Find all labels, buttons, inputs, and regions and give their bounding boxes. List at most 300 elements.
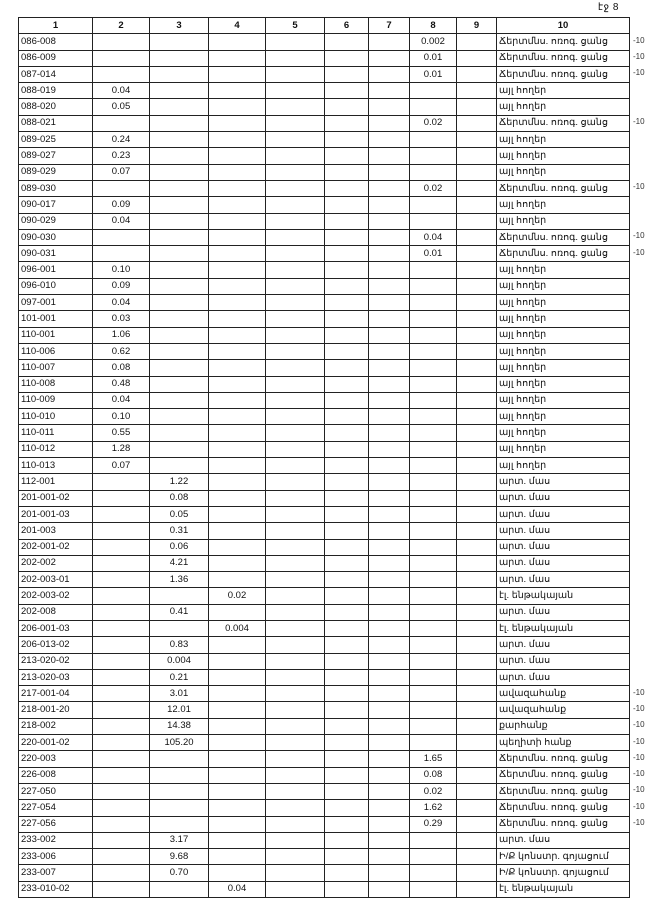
parcel-code-cell: 227-056 bbox=[19, 816, 93, 832]
area-cell-col5 bbox=[266, 816, 325, 832]
area-cell-col2: 0.10 bbox=[93, 409, 150, 425]
area-cell-col8 bbox=[410, 555, 457, 571]
area-cell-col2 bbox=[93, 539, 150, 555]
area-cell-col9 bbox=[457, 767, 497, 783]
margin-mark: -10 bbox=[633, 231, 645, 241]
land-type-cell: այլ հողեր bbox=[497, 311, 630, 327]
area-cell-col6 bbox=[325, 229, 369, 245]
table-row bbox=[19, 197, 630, 213]
land-type-cell: պեղիտի հանք bbox=[497, 735, 630, 751]
area-cell-col4 bbox=[209, 686, 266, 702]
table-row bbox=[19, 229, 630, 245]
parcel-code-cell: 090-030 bbox=[19, 229, 93, 245]
area-cell-col7 bbox=[369, 441, 410, 457]
area-cell-col7 bbox=[369, 735, 410, 751]
area-cell-col8: 0.29 bbox=[410, 816, 457, 832]
area-cell-col4 bbox=[209, 669, 266, 685]
area-cell-col9 bbox=[457, 849, 497, 865]
area-cell-col6 bbox=[325, 588, 369, 604]
area-cell-col3 bbox=[150, 213, 209, 229]
area-cell-col9 bbox=[457, 490, 497, 506]
table-row bbox=[19, 653, 630, 669]
parcel-code-cell: 112-001 bbox=[19, 474, 93, 490]
area-cell-col2 bbox=[93, 620, 150, 636]
area-cell-col8: 0.01 bbox=[410, 246, 457, 262]
area-cell-col2 bbox=[93, 653, 150, 669]
area-cell-col7 bbox=[369, 832, 410, 848]
area-cell-col8 bbox=[410, 474, 457, 490]
area-cell-col3 bbox=[150, 197, 209, 213]
land-type-cell: այլ հողեր bbox=[497, 458, 630, 474]
area-cell-col6 bbox=[325, 115, 369, 131]
area-cell-col3 bbox=[150, 66, 209, 82]
area-cell-col7 bbox=[369, 262, 410, 278]
parcel-code-cell: 090-031 bbox=[19, 246, 93, 262]
area-cell-col5 bbox=[266, 458, 325, 474]
area-cell-col3 bbox=[150, 343, 209, 359]
area-cell-col9 bbox=[457, 718, 497, 734]
area-cell-col8 bbox=[410, 262, 457, 278]
area-cell-col4 bbox=[209, 246, 266, 262]
area-cell-col6 bbox=[325, 376, 369, 392]
area-cell-col9 bbox=[457, 702, 497, 718]
area-cell-col3 bbox=[150, 229, 209, 245]
area-cell-col8 bbox=[410, 572, 457, 588]
parcel-code-cell: 101-001 bbox=[19, 311, 93, 327]
land-type-cell: արտ. մաս bbox=[497, 506, 630, 522]
column-header-5: 5 bbox=[266, 18, 325, 34]
area-cell-col4 bbox=[209, 327, 266, 343]
parcel-code-cell: 090-017 bbox=[19, 197, 93, 213]
area-cell-col7 bbox=[369, 783, 410, 799]
area-cell-col6 bbox=[325, 751, 369, 767]
area-cell-col3 bbox=[150, 132, 209, 148]
table-row bbox=[19, 246, 630, 262]
area-cell-col5 bbox=[266, 686, 325, 702]
area-cell-col5 bbox=[266, 637, 325, 653]
area-cell-col3: 1.22 bbox=[150, 474, 209, 490]
area-cell-col4 bbox=[209, 164, 266, 180]
area-cell-col4 bbox=[209, 832, 266, 848]
area-cell-col8 bbox=[410, 392, 457, 408]
area-cell-col2 bbox=[93, 246, 150, 262]
area-cell-col5 bbox=[266, 604, 325, 620]
area-cell-col7 bbox=[369, 572, 410, 588]
area-cell-col8 bbox=[410, 409, 457, 425]
area-cell-col4 bbox=[209, 311, 266, 327]
area-cell-col7 bbox=[369, 246, 410, 262]
area-cell-col9 bbox=[457, 278, 497, 294]
parcel-code-cell: 202-002 bbox=[19, 555, 93, 571]
area-cell-col6 bbox=[325, 99, 369, 115]
area-cell-col2 bbox=[93, 34, 150, 50]
area-cell-col6 bbox=[325, 392, 369, 408]
table-row bbox=[19, 800, 630, 816]
area-cell-col9 bbox=[457, 180, 497, 196]
parcel-code-cell: 096-001 bbox=[19, 262, 93, 278]
area-cell-col8 bbox=[410, 718, 457, 734]
area-cell-col9 bbox=[457, 539, 497, 555]
table-row bbox=[19, 392, 630, 408]
area-cell-col3 bbox=[150, 311, 209, 327]
area-cell-col5 bbox=[266, 295, 325, 311]
page-number-label: էջ 8 bbox=[597, 2, 619, 13]
area-cell-col5 bbox=[266, 783, 325, 799]
parcel-code-cell: 206-013-02 bbox=[19, 637, 93, 653]
area-cell-col7 bbox=[369, 83, 410, 99]
table-row bbox=[19, 490, 630, 506]
area-cell-col3: 3.01 bbox=[150, 686, 209, 702]
area-cell-col8 bbox=[410, 360, 457, 376]
area-cell-col5 bbox=[266, 849, 325, 865]
area-cell-col3: 9.68 bbox=[150, 849, 209, 865]
margin-mark: -10 bbox=[633, 68, 645, 78]
area-cell-col3 bbox=[150, 816, 209, 832]
table-row bbox=[19, 327, 630, 343]
area-cell-col3 bbox=[150, 881, 209, 897]
land-type-cell: այլ հողեր bbox=[497, 409, 630, 425]
column-header-8: 8 bbox=[410, 18, 457, 34]
land-type-cell: այլ հողեր bbox=[497, 360, 630, 376]
area-cell-col4 bbox=[209, 735, 266, 751]
area-cell-col6 bbox=[325, 458, 369, 474]
area-cell-col7 bbox=[369, 686, 410, 702]
area-cell-col4 bbox=[209, 262, 266, 278]
area-cell-col5 bbox=[266, 539, 325, 555]
area-cell-col7 bbox=[369, 229, 410, 245]
area-cell-col9 bbox=[457, 523, 497, 539]
land-type-cell: այլ հողեր bbox=[497, 83, 630, 99]
land-type-cell: ավազահանք bbox=[497, 702, 630, 718]
area-cell-col8 bbox=[410, 295, 457, 311]
area-cell-col8 bbox=[410, 637, 457, 653]
area-cell-col6 bbox=[325, 849, 369, 865]
area-cell-col5 bbox=[266, 506, 325, 522]
parcel-code-cell: 233-010-02 bbox=[19, 881, 93, 897]
area-cell-col7 bbox=[369, 213, 410, 229]
area-cell-col9 bbox=[457, 669, 497, 685]
land-type-cell: Ի/Ք կոնստր. գոյացում bbox=[497, 865, 630, 881]
area-cell-col2: 0.07 bbox=[93, 164, 150, 180]
area-cell-col5 bbox=[266, 751, 325, 767]
area-cell-col4 bbox=[209, 229, 266, 245]
land-type-cell: արտ. մաս bbox=[497, 669, 630, 685]
area-cell-col4 bbox=[209, 718, 266, 734]
area-cell-col5 bbox=[266, 83, 325, 99]
area-cell-col7 bbox=[369, 555, 410, 571]
area-cell-col4 bbox=[209, 653, 266, 669]
table-row bbox=[19, 99, 630, 115]
area-cell-col8: 0.04 bbox=[410, 229, 457, 245]
area-cell-col4 bbox=[209, 767, 266, 783]
column-header-3: 3 bbox=[150, 18, 209, 34]
area-cell-col8: 0.02 bbox=[410, 180, 457, 196]
area-cell-col2: 0.55 bbox=[93, 425, 150, 441]
area-cell-col9 bbox=[457, 83, 497, 99]
area-cell-col9 bbox=[457, 409, 497, 425]
land-type-cell: արտ. մաս bbox=[497, 490, 630, 506]
area-cell-col6 bbox=[325, 50, 369, 66]
table-row bbox=[19, 865, 630, 881]
area-cell-col4 bbox=[209, 783, 266, 799]
area-cell-col4 bbox=[209, 506, 266, 522]
area-cell-col7 bbox=[369, 604, 410, 620]
area-cell-col4 bbox=[209, 83, 266, 99]
area-cell-col8: 1.65 bbox=[410, 751, 457, 767]
area-cell-col2 bbox=[93, 849, 150, 865]
area-cell-col3 bbox=[150, 360, 209, 376]
land-type-cell: էլ. ենթակայան bbox=[497, 881, 630, 897]
area-cell-col3 bbox=[150, 800, 209, 816]
land-type-cell: Ճերտմնս. ոռոգ. ցանց bbox=[497, 767, 630, 783]
area-cell-col4 bbox=[209, 180, 266, 196]
area-cell-col4 bbox=[209, 360, 266, 376]
area-cell-col7 bbox=[369, 637, 410, 653]
area-cell-col9 bbox=[457, 686, 497, 702]
area-cell-col4 bbox=[209, 34, 266, 50]
parcel-code-cell: 202-008 bbox=[19, 604, 93, 620]
area-cell-col2 bbox=[93, 180, 150, 196]
parcel-code-cell: 226-008 bbox=[19, 767, 93, 783]
area-cell-col6 bbox=[325, 83, 369, 99]
area-cell-col9 bbox=[457, 572, 497, 588]
area-cell-col4 bbox=[209, 148, 266, 164]
table-row bbox=[19, 832, 630, 848]
area-cell-col5 bbox=[266, 148, 325, 164]
area-cell-col7 bbox=[369, 849, 410, 865]
margin-mark: -10 bbox=[633, 801, 645, 811]
area-cell-col7 bbox=[369, 148, 410, 164]
area-cell-col9 bbox=[457, 115, 497, 131]
area-cell-col3 bbox=[150, 751, 209, 767]
table-row bbox=[19, 539, 630, 555]
land-type-cell: արտ. մաս bbox=[497, 523, 630, 539]
parcel-code-cell: 110-006 bbox=[19, 343, 93, 359]
parcel-code-cell: 086-009 bbox=[19, 50, 93, 66]
area-cell-col4 bbox=[209, 392, 266, 408]
area-cell-col6 bbox=[325, 555, 369, 571]
area-cell-col8 bbox=[410, 588, 457, 604]
land-type-cell: այլ հողեր bbox=[497, 164, 630, 180]
area-cell-col8: 0.002 bbox=[410, 34, 457, 50]
area-cell-col7 bbox=[369, 115, 410, 131]
table-row bbox=[19, 767, 630, 783]
area-cell-col6 bbox=[325, 425, 369, 441]
table-row bbox=[19, 523, 630, 539]
land-type-cell: արտ. մաս bbox=[497, 555, 630, 571]
parcel-code-cell: 220-003 bbox=[19, 751, 93, 767]
area-cell-col3 bbox=[150, 376, 209, 392]
area-cell-col6 bbox=[325, 34, 369, 50]
parcel-code-cell: 088-019 bbox=[19, 83, 93, 99]
area-cell-col2: 0.04 bbox=[93, 213, 150, 229]
table-row bbox=[19, 409, 630, 425]
area-cell-col7 bbox=[369, 376, 410, 392]
area-cell-col6 bbox=[325, 132, 369, 148]
area-cell-col3 bbox=[150, 767, 209, 783]
table-row bbox=[19, 115, 630, 131]
parcel-code-cell: 202-003-01 bbox=[19, 572, 93, 588]
table-row bbox=[19, 751, 630, 767]
area-cell-col7 bbox=[369, 99, 410, 115]
area-cell-col4 bbox=[209, 751, 266, 767]
area-cell-col7 bbox=[369, 490, 410, 506]
area-cell-col8 bbox=[410, 83, 457, 99]
area-cell-col7 bbox=[369, 311, 410, 327]
parcel-code-cell: 201-001-03 bbox=[19, 506, 93, 522]
area-cell-col9 bbox=[457, 360, 497, 376]
area-cell-col2 bbox=[93, 572, 150, 588]
area-cell-col2 bbox=[93, 865, 150, 881]
area-cell-col3: 0.05 bbox=[150, 506, 209, 522]
area-cell-col3 bbox=[150, 164, 209, 180]
column-header-2: 2 bbox=[93, 18, 150, 34]
land-type-cell: արտ. մաս bbox=[497, 832, 630, 848]
area-cell-col8 bbox=[410, 881, 457, 897]
area-cell-col9 bbox=[457, 620, 497, 636]
area-cell-col9 bbox=[457, 832, 497, 848]
land-type-cell: Ճերտմնս. ոռոգ. ցանց bbox=[497, 115, 630, 131]
area-cell-col6 bbox=[325, 783, 369, 799]
area-cell-col8 bbox=[410, 669, 457, 685]
area-cell-col3: 0.31 bbox=[150, 523, 209, 539]
table-row bbox=[19, 686, 630, 702]
table-row bbox=[19, 604, 630, 620]
area-cell-col2: 0.04 bbox=[93, 295, 150, 311]
area-cell-col2: 0.07 bbox=[93, 458, 150, 474]
parcel-code-cell: 087-014 bbox=[19, 66, 93, 82]
parcel-code-cell: 201-001-02 bbox=[19, 490, 93, 506]
land-type-cell: այլ հողեր bbox=[497, 441, 630, 457]
land-type-cell: Ճերտմնս. ոռոգ. ցանց bbox=[497, 246, 630, 262]
margin-mark: -10 bbox=[633, 736, 645, 746]
area-cell-col9 bbox=[457, 637, 497, 653]
land-type-cell: էլ. ենթակայան bbox=[497, 620, 630, 636]
area-cell-col6 bbox=[325, 66, 369, 82]
area-cell-col6 bbox=[325, 523, 369, 539]
margin-mark: -10 bbox=[633, 52, 645, 62]
area-cell-col8 bbox=[410, 99, 457, 115]
parcel-code-cell: 110-011 bbox=[19, 425, 93, 441]
margin-mark: -10 bbox=[633, 182, 645, 192]
area-cell-col4 bbox=[209, 295, 266, 311]
area-cell-col7 bbox=[369, 180, 410, 196]
area-cell-col6 bbox=[325, 604, 369, 620]
area-cell-col5 bbox=[266, 735, 325, 751]
area-cell-col3 bbox=[150, 425, 209, 441]
table-row bbox=[19, 881, 630, 897]
area-cell-col8 bbox=[410, 490, 457, 506]
area-cell-col8 bbox=[410, 164, 457, 180]
area-cell-col2: 1.28 bbox=[93, 441, 150, 457]
area-cell-col7 bbox=[369, 620, 410, 636]
area-cell-col8: 0.01 bbox=[410, 50, 457, 66]
area-cell-col6 bbox=[325, 865, 369, 881]
land-type-cell: արտ. մաս bbox=[497, 653, 630, 669]
land-type-cell: Ճերտմնս. ոռոգ. ցանց bbox=[497, 783, 630, 799]
table-row bbox=[19, 669, 630, 685]
table-row bbox=[19, 572, 630, 588]
area-cell-col6 bbox=[325, 197, 369, 213]
area-cell-col6 bbox=[325, 881, 369, 897]
area-cell-col5 bbox=[266, 50, 325, 66]
area-cell-col9 bbox=[457, 506, 497, 522]
area-cell-col9 bbox=[457, 458, 497, 474]
area-cell-col6 bbox=[325, 686, 369, 702]
area-cell-col4 bbox=[209, 197, 266, 213]
area-cell-col8: 1.62 bbox=[410, 800, 457, 816]
table-row bbox=[19, 849, 630, 865]
area-cell-col8 bbox=[410, 441, 457, 457]
area-cell-col2 bbox=[93, 506, 150, 522]
area-cell-col7 bbox=[369, 751, 410, 767]
area-cell-col9 bbox=[457, 50, 497, 66]
land-type-cell: Ճերտմնս. ոռոգ. ցանց bbox=[497, 180, 630, 196]
area-cell-col2: 1.06 bbox=[93, 327, 150, 343]
area-cell-col7 bbox=[369, 539, 410, 555]
land-type-cell: այլ հողեր bbox=[497, 99, 630, 115]
table-row bbox=[19, 474, 630, 490]
margin-mark: -10 bbox=[633, 247, 645, 257]
margin-mark: -10 bbox=[633, 117, 645, 127]
area-cell-col2: 0.08 bbox=[93, 360, 150, 376]
column-header-1: 1 bbox=[19, 18, 93, 34]
land-type-cell: այլ հողեր bbox=[497, 262, 630, 278]
area-cell-col4 bbox=[209, 409, 266, 425]
area-cell-col8: 0.01 bbox=[410, 66, 457, 82]
land-type-cell: Ճերտմնս. ոռոգ. ցանց bbox=[497, 34, 630, 50]
area-cell-col9 bbox=[457, 262, 497, 278]
parcel-code-cell: 110-009 bbox=[19, 392, 93, 408]
land-type-cell: այլ հողեր bbox=[497, 343, 630, 359]
area-cell-col9 bbox=[457, 376, 497, 392]
area-cell-col3: 4.21 bbox=[150, 555, 209, 571]
area-cell-col2 bbox=[93, 881, 150, 897]
area-cell-col7 bbox=[369, 881, 410, 897]
area-cell-col9 bbox=[457, 653, 497, 669]
column-header-10: 10 bbox=[497, 18, 630, 34]
area-cell-col6 bbox=[325, 506, 369, 522]
area-cell-col5 bbox=[266, 523, 325, 539]
parcel-code-cell: 206-001-03 bbox=[19, 620, 93, 636]
area-cell-col2 bbox=[93, 735, 150, 751]
parcel-code-cell: 227-050 bbox=[19, 783, 93, 799]
area-cell-col4 bbox=[209, 132, 266, 148]
land-type-cell: Ճերտմնս. ոռոգ. ցանց bbox=[497, 816, 630, 832]
area-cell-col8: 0.02 bbox=[410, 115, 457, 131]
area-cell-col2 bbox=[93, 767, 150, 783]
area-cell-col8 bbox=[410, 604, 457, 620]
area-cell-col4 bbox=[209, 50, 266, 66]
area-cell-col2 bbox=[93, 783, 150, 799]
area-cell-col3 bbox=[150, 441, 209, 457]
column-header-9: 9 bbox=[457, 18, 497, 34]
parcel-code-cell: 202-003-02 bbox=[19, 588, 93, 604]
area-cell-col2: 0.03 bbox=[93, 311, 150, 327]
area-cell-col7 bbox=[369, 865, 410, 881]
area-cell-col9 bbox=[457, 604, 497, 620]
area-cell-col7 bbox=[369, 327, 410, 343]
table-row bbox=[19, 180, 630, 196]
area-cell-col3: 12.01 bbox=[150, 702, 209, 718]
area-cell-col9 bbox=[457, 66, 497, 82]
land-type-cell: այլ հողեր bbox=[497, 376, 630, 392]
table-row bbox=[19, 441, 630, 457]
area-cell-col9 bbox=[457, 99, 497, 115]
column-header-7: 7 bbox=[369, 18, 410, 34]
area-cell-col2 bbox=[93, 474, 150, 490]
area-cell-col2 bbox=[93, 490, 150, 506]
